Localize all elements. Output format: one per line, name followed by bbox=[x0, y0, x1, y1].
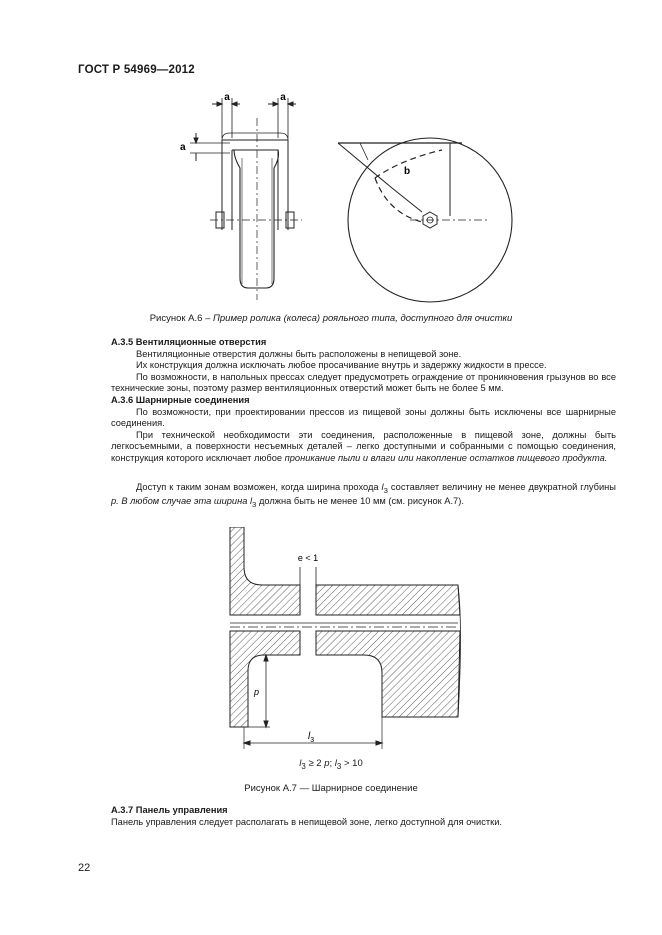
section-a36-paragraph-1: По возможности, при проектировании прессов из пищевой зоны должны быть исключены все шарнирные соединения. bbox=[111, 406, 616, 429]
document-header: ГОСТ Р 54969—2012 bbox=[78, 64, 195, 76]
section-a36-heading: А.3.6 Шарнирные соединения bbox=[111, 394, 250, 405]
figure-a7-caption: Рисунок А.7 — Шарнирное соединение bbox=[244, 783, 418, 794]
sections-a35-a36 bbox=[111, 337, 616, 465]
label-e: e < 1 bbox=[297, 553, 319, 563]
section-a37 bbox=[111, 805, 616, 828]
dim-label-a-vertical: a bbox=[180, 142, 186, 153]
section-a35-paragraph-3: По возможности, в напольных прессах следует предусмотреть ограждение от проникновения грызунов во все технические зоны, поэтому размер вентиляционных отверстий может быть не более 5 мм. bbox=[111, 371, 616, 394]
dim-label-a-right: a bbox=[280, 92, 286, 103]
section-a36-paragraph-3-block bbox=[111, 482, 616, 511]
section-a37-paragraph-1: Панель управления следует располагать в непищевой зоне, легко доступной для очистки. bbox=[111, 816, 502, 827]
section-a36-paragraph-3: Доступ к таким зонам возможен, когда ширина прохода $l_3$ составляет величину не менее двукратной глубины p. В любом случае эта ширина $l_3$ должна быть не менее 10 мм (см. рисунок А.7). bbox=[111, 482, 616, 510]
label-l3: $l_3$ bbox=[308, 731, 315, 744]
section-a36-paragraph-2: При технической необходимости эти соединения, расположенные в пищевой зоне, должны быть легкосъемными, а поверхности несъемных деталей – легко доступными и собранными с помощью соединения, конструкция которого исключает любое проникание пыли и влаги или накопление остатков пищевого продукта. bbox=[111, 429, 616, 463]
section-a35-paragraph-2: Их конструкция должна исключать любое просачивание внутрь и задержку жидкости в прессе. bbox=[136, 360, 547, 371]
section-a35-paragraph-1: Вентиляционные отверстия должны быть расположены в непищевой зоне. bbox=[136, 348, 462, 359]
figure-a7-formula: $l_3 \ge 2$ p; $l_3 > 10$ bbox=[299, 758, 363, 771]
figure-a6-caster-drawing bbox=[160, 88, 520, 306]
figure-a6-caption: Рисунок А.6 – Пример ролика (колеса) рояльного типа, доступного для очистки bbox=[149, 313, 513, 324]
label-p: p bbox=[254, 687, 260, 697]
section-a35-heading: А.3.5 Вентиляционные отверстия bbox=[111, 337, 267, 347]
page-number: 22 bbox=[78, 862, 91, 874]
dim-label-a-left: a bbox=[224, 92, 230, 103]
figure-a7-hinge-drawing bbox=[228, 527, 468, 777]
section-a37-heading: А.3.7 Панель управления bbox=[111, 805, 228, 815]
dim-label-b: b bbox=[404, 166, 411, 177]
